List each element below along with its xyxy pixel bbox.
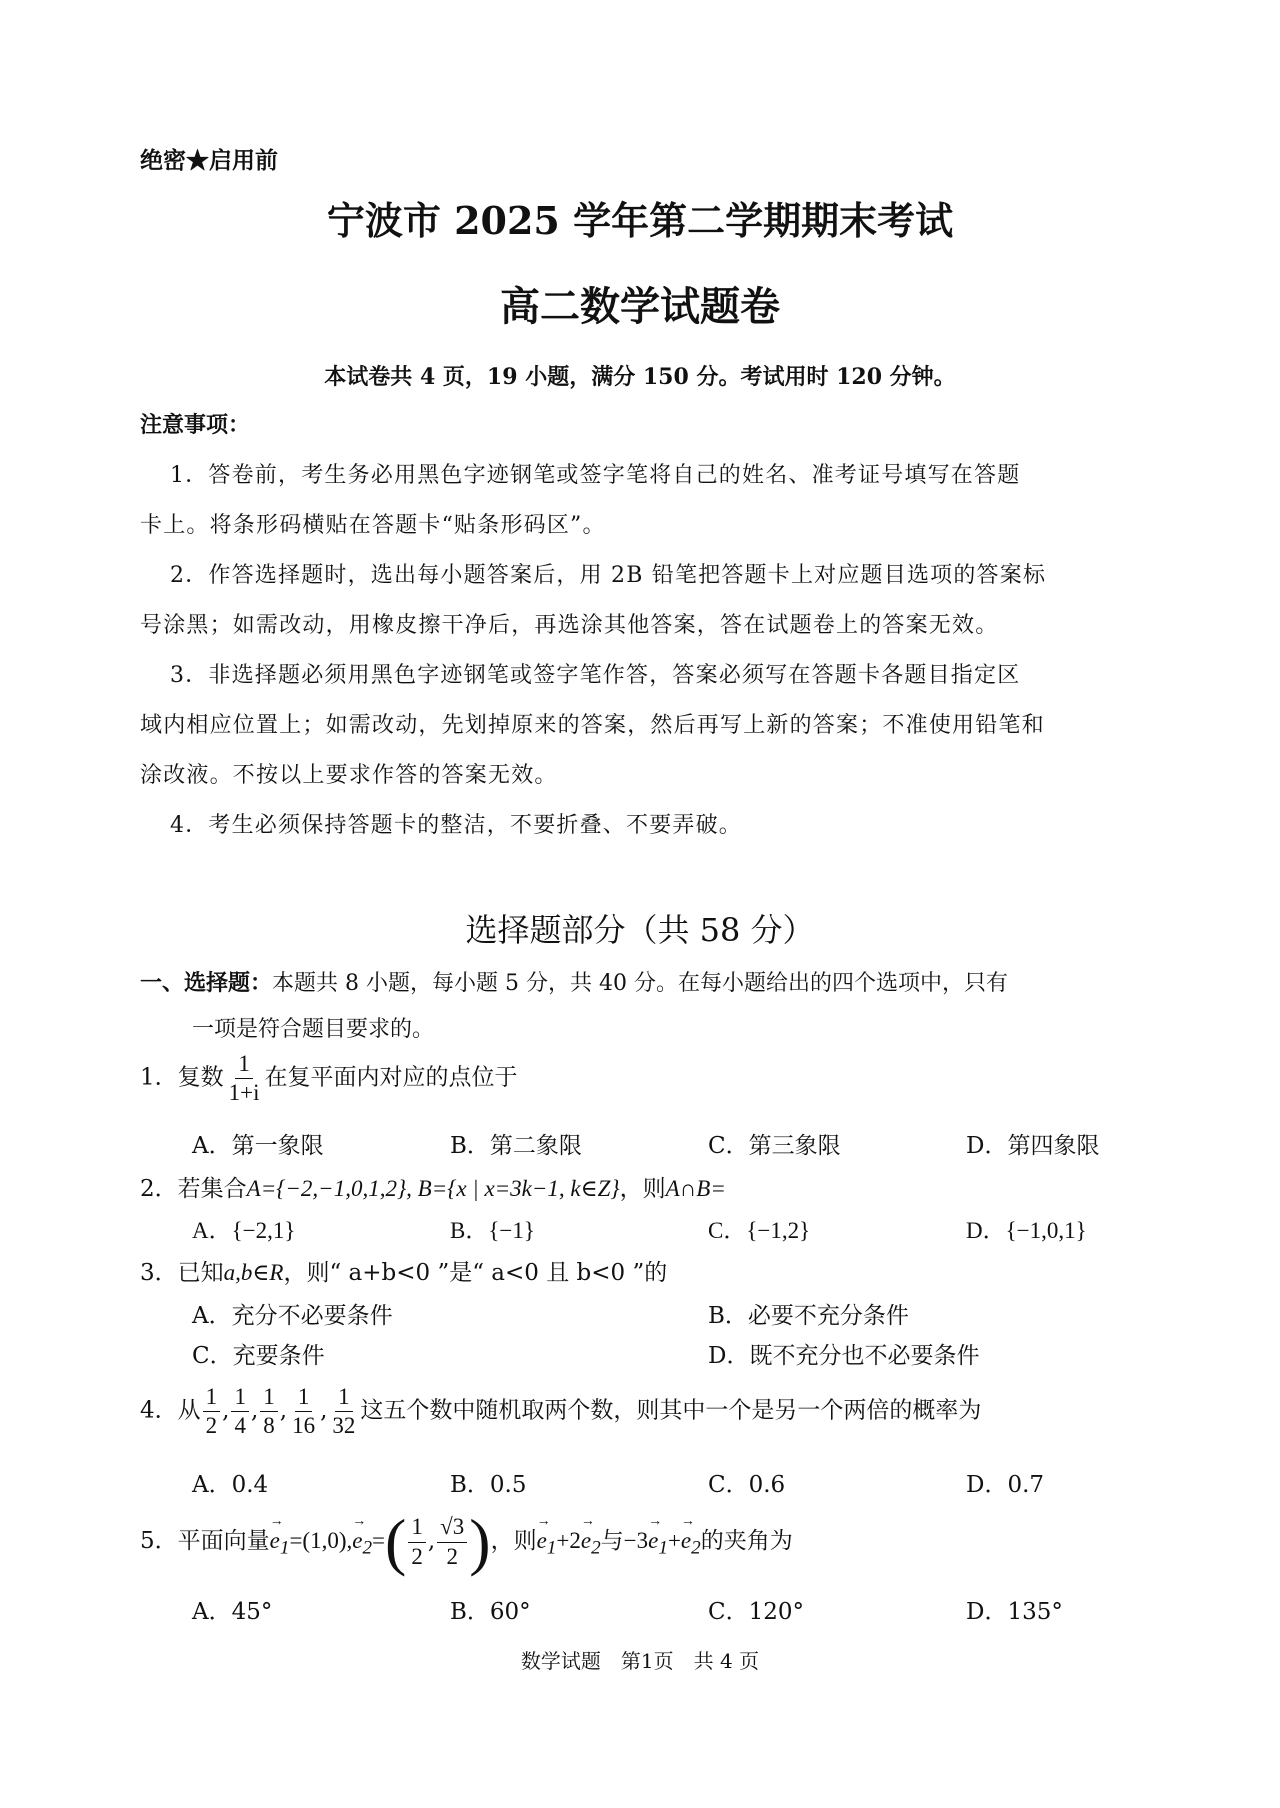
expression-part: +	[667, 1528, 681, 1553]
section-title: 选择题部分（共 58 分）	[465, 911, 815, 949]
condition-expression: a,b∈R	[223, 1260, 284, 1285]
exam-title: 宁波市 2025 学年第二学期期末考试	[326, 198, 954, 243]
part-description: 本题共 8 小题，每小题 5 分，共 40 分。在每小题给出的四个选项中，只有	[272, 971, 1008, 996]
option-c: C．120°	[708, 1599, 804, 1625]
option-b: B．必要不充分条件	[708, 1303, 909, 1329]
option-b: B．60°	[450, 1599, 531, 1625]
exam-subtitle: 高二数学试题卷	[500, 283, 780, 330]
question-text: 在复平面内对应的点位于	[264, 1064, 518, 1091]
set-expression: A={−2,−1,0,1,2}, B={x | x=3k−1, k∈Z}	[246, 1176, 620, 1201]
notice-line: 域内相应位置上；如需改动，先划掉原来的答案，然后再写上新的答案；不准使用铅笔和	[140, 713, 1045, 738]
option-a: A．{−2,1}	[192, 1218, 296, 1243]
part-description-cont: 一项是符合题目要求的。	[192, 1017, 435, 1042]
fraction-denominator: 8	[263, 1413, 275, 1439]
vector-e2: → $e_2$	[581, 1528, 601, 1560]
fraction-numerator: 1	[408, 1515, 426, 1542]
question-text: 从	[177, 1397, 201, 1424]
question-2	[140, 1170, 726, 1203]
fraction-numerator: √3	[437, 1515, 467, 1542]
fraction	[408, 1515, 426, 1568]
vector-e1: → $e_1$	[270, 1528, 290, 1560]
fraction-denominator: 16	[292, 1413, 316, 1439]
question-text: 已知	[177, 1260, 224, 1286]
option-d: D．0.7	[966, 1472, 1045, 1498]
option-a: A．第一象限	[192, 1133, 324, 1159]
question-number: 1．	[140, 1064, 178, 1091]
option-a: A．充分不必要条件	[192, 1303, 393, 1329]
fraction-numerator: 1	[260, 1385, 278, 1412]
page-footer: 数学试题 第1页 共 4 页	[520, 1649, 760, 1673]
question-1	[140, 1052, 518, 1105]
vector-e2: → $e_2$	[681, 1528, 701, 1560]
question-text: 平面向量	[177, 1528, 270, 1554]
question-text: 的夹角为	[700, 1528, 793, 1554]
confidential-mark: 绝密★启用前	[140, 147, 278, 174]
question-number: 2．	[140, 1176, 178, 1202]
notice-line: 4．考生必须保持答题卡的整洁，不要折叠、不要弄破。	[170, 813, 742, 838]
notice-line: 1．答卷前，考生务必用黑色字迹钢笔或签字笔将自己的姓名、准考证号填写在答题	[170, 463, 1021, 488]
question-text: 若集合	[177, 1176, 247, 1202]
equals-sign: =	[372, 1528, 386, 1553]
fraction	[226, 1052, 263, 1105]
vector-e2: → $e_2$	[352, 1528, 372, 1560]
fraction-denominator: 4	[234, 1413, 246, 1439]
exam-meta: 本试卷共 4 页，19 小题，满分 150 分。考试用时 120 分钟。	[324, 364, 956, 390]
fraction	[289, 1385, 318, 1438]
option-d: D．{−1,0,1}	[966, 1218, 1087, 1243]
fraction-denominator: 32	[332, 1413, 356, 1439]
option-d: D．135°	[966, 1599, 1063, 1625]
fraction-denominator: 2	[411, 1543, 423, 1569]
notice-line: 3．非选择题必须用黑色字迹钢笔或签字笔作答，答案必须写在答题卡各题目指定区	[170, 663, 1021, 688]
part-label: 一、选择题：	[140, 970, 273, 996]
option-a: A．0.4	[192, 1472, 269, 1498]
intersection-expression: A∩B=	[665, 1176, 726, 1201]
question-text: 这五个数中随机取两个数，则其中一个是另一个两倍的概率为	[360, 1397, 982, 1424]
notice-line: 涂改液。不按以上要求作答的答案无效。	[140, 763, 558, 788]
question-3	[140, 1254, 667, 1287]
option-d: D．第四象限	[966, 1133, 1100, 1159]
vector-e1: → $e_1$	[648, 1528, 668, 1560]
notice-line: 卡上。将条形码横贴在答题卡“贴条形码区”。	[140, 513, 606, 538]
part-heading	[140, 966, 1008, 997]
fraction	[329, 1385, 358, 1438]
question-text: ，则“ a+b<0 ”是“ a<0 且 b<0 ”的	[283, 1260, 668, 1286]
option-b: B．0.5	[450, 1472, 527, 1498]
question-text: ，则	[619, 1176, 666, 1202]
left-paren: (	[385, 1506, 407, 1577]
fraction-numerator: 1	[335, 1385, 353, 1412]
vector-e1: → $e_1$	[537, 1528, 557, 1560]
right-paren: )	[469, 1506, 491, 1577]
option-a: A．45°	[192, 1599, 273, 1625]
question-text: 与	[600, 1528, 624, 1554]
fraction-denominator: 1+i	[228, 1080, 260, 1106]
fraction-numerator: 1	[203, 1385, 221, 1412]
fraction	[231, 1385, 249, 1438]
question-text: ，则	[490, 1528, 537, 1554]
question-number: 5．	[140, 1528, 178, 1554]
fraction	[203, 1385, 221, 1438]
vector-e1-definition: =(1,0),	[289, 1528, 353, 1553]
option-b: B．第二象限	[450, 1133, 582, 1159]
option-d: D．既不充分也不必要条件	[708, 1343, 980, 1369]
fraction-denominator: 2	[446, 1543, 458, 1569]
fraction-numerator: 1	[295, 1385, 313, 1412]
question-5: 5．平面向量→ $e_1=(1,0),\to e_2=$( $\frac{1}{2}$ , $\frac{√3}{2}$ )，则→ $e_1+2\to e_2$与$-3\to e_1+\to e_2$的夹角为	[140, 1510, 793, 1574]
question-text: 复数	[177, 1064, 224, 1091]
fraction	[260, 1385, 278, 1438]
question-number: 3．	[140, 1260, 178, 1286]
fraction-denominator: 2	[205, 1413, 218, 1439]
option-c: C．充要条件	[192, 1343, 325, 1369]
option-b: B．{−1}	[450, 1218, 535, 1243]
fraction-numerator: 1	[235, 1052, 253, 1079]
question-4: 4．从 $\frac{1}{2}$ , $\frac{1}{4}$ , $\frac{1}{8}$ , $\frac{1}{16}$ , $\frac{1}{32}$ 这五个数中随机取两个数，则其中一个是另一个两倍的概率为	[140, 1384, 982, 1439]
question-number: 4．	[140, 1397, 178, 1424]
expression-part: −3	[623, 1528, 649, 1553]
expression-part: +2	[556, 1528, 581, 1553]
option-c: C．第三象限	[708, 1133, 841, 1159]
fraction	[437, 1515, 467, 1568]
option-c: C．0.6	[708, 1472, 786, 1498]
notice-line: 2．作答选择题时，选出每小题答案后，用 2B 铅笔把答题卡上对应题目选项的答案标	[170, 563, 1047, 588]
notice-line: 号涂黑；如需改动，用橡皮擦干净后，再选涂其他答案，答在试题卷上的答案无效。	[140, 613, 999, 638]
option-c: C．{−1,2}	[708, 1218, 811, 1243]
notice-heading: 注意事项：	[140, 412, 251, 438]
fraction-numerator: 1	[231, 1385, 249, 1412]
